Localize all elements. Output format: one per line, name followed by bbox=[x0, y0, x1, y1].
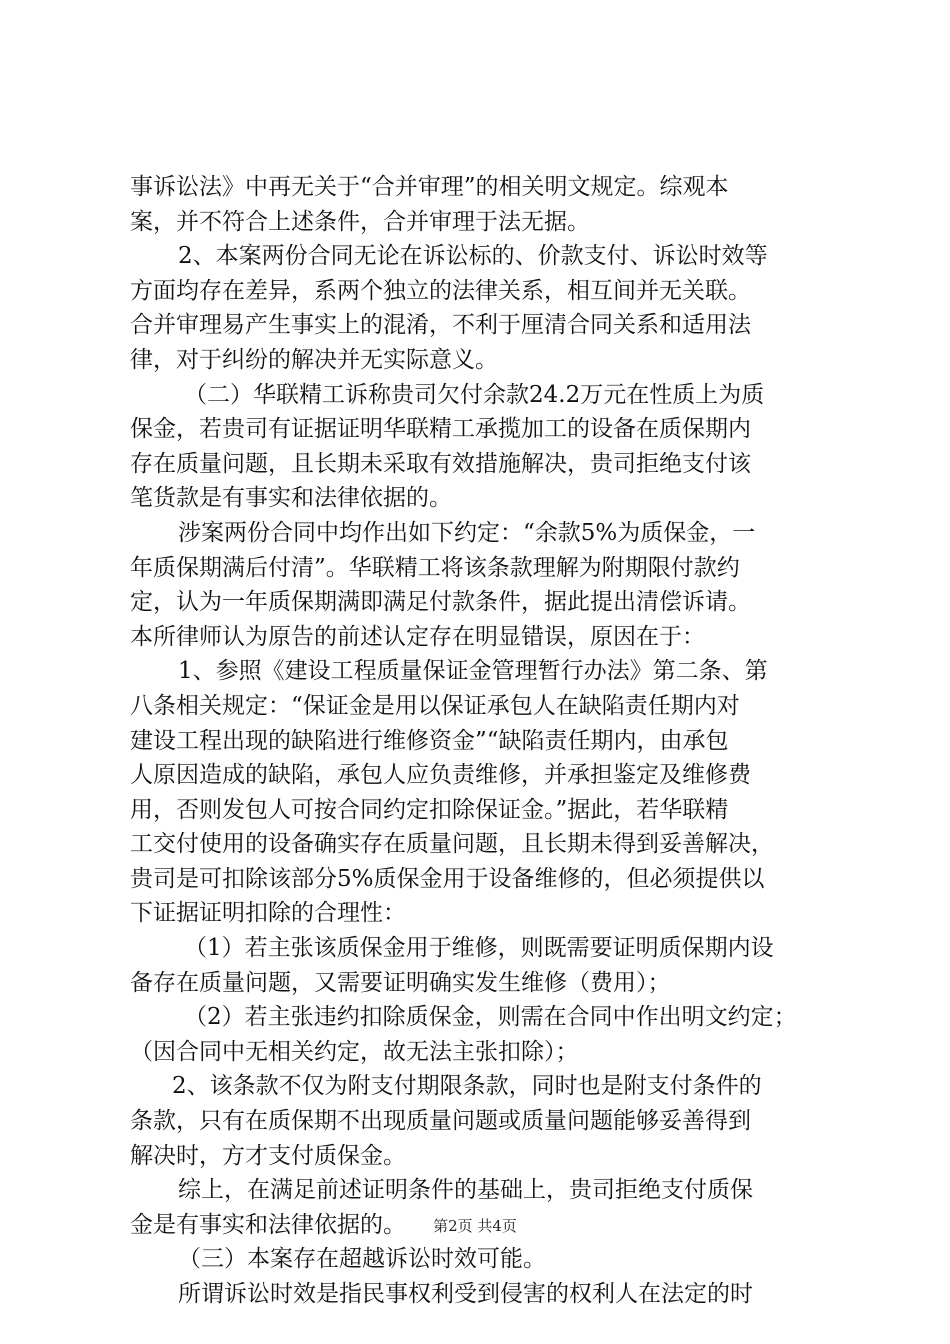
text-line: （二）华联精工诉称贵司欠付余款24.2万元在性质上为质 bbox=[184, 381, 765, 408]
page-number: 第2页 共4页 bbox=[433, 1217, 517, 1235]
text-line: 建设工程出现的缺陷进行维修资金”“缺陷责任期内，由承包 bbox=[130, 727, 729, 754]
text-line: 工交付使用的设备确实存在质量问题，且长期未得到妥善解决， bbox=[130, 831, 774, 858]
text-line: 方面均存在差异，系两个独立的法律关系，相互间并无关联。 bbox=[130, 277, 751, 304]
text-line: 保金，若贵司有证据证明华联精工承揽加工的设备在质保期内 bbox=[130, 416, 751, 443]
text-line: 人原因造成的缺陷，承包人应负责维修，并承担鉴定及维修费 bbox=[130, 762, 751, 789]
text-line: （1）若主张该质保金用于维修，则既需要证明质保期内设 bbox=[184, 935, 774, 962]
text-line: 律，对于纠纷的解决并无实际意义。 bbox=[130, 346, 498, 373]
document-body bbox=[130, 170, 842, 1312]
text-line: 本所律师认为原告的前述认定存在明显错误，原因在于： bbox=[130, 623, 705, 650]
text-line: 金是有事实和法律依据的。 bbox=[130, 1211, 406, 1238]
text-line: 事诉讼法》中再无关于“合并审理”的相关明文规定。综观本 bbox=[130, 174, 729, 200]
text-line: 用，否则发包人可按合同约定扣除保证金。”据此，若华联精 bbox=[130, 796, 729, 823]
text-line: 案，并不符合上述条件，合并审理于法无据。 bbox=[130, 208, 590, 235]
page-footer bbox=[0, 1216, 950, 1236]
text-line: 合并审理易产生事实上的混淆，不利于厘清合同关系和适用法 bbox=[130, 312, 751, 339]
text-line: 综上，在满足前述证明条件的基础上，贵司拒绝支付质保 bbox=[178, 1177, 753, 1204]
text-line: 2、该条款不仅为附支付期限条款，同时也是附支付条件的 bbox=[172, 1073, 762, 1100]
text-line: 条款，只有在质保期不出现质量问题或质量问题能够妥善得到 bbox=[130, 1108, 751, 1135]
text-line: 定，认为一年质保期满即满足付款条件，据此提出清偿诉请。 bbox=[130, 589, 751, 616]
text-line: 存在质量问题，且长期未采取有效措施解决，贵司拒绝支付该 bbox=[130, 450, 751, 477]
text-line: 八条相关规定：“保证金是用以保证承包人在缺陷责任期内对 bbox=[130, 692, 740, 719]
text-line: （2）若主张违约扣除质保金，则需在合同中作出明文约定； bbox=[184, 1004, 797, 1031]
text-line: 贵司是可扣除该部分5%质保金用于设备维修的，但必须提供以 bbox=[130, 865, 765, 892]
text-line: 1、参照《建设工程质量保证金管理暂行办法》第二条、第 bbox=[178, 658, 768, 685]
text-line: 解决时，方才支付质保金。 bbox=[130, 1142, 406, 1169]
text-line: （三）本案存在超越诉讼时效可能。 bbox=[178, 1246, 546, 1273]
text-line: 所谓诉讼时效是指民事权利受到侵害的权利人在法定的时 bbox=[178, 1281, 753, 1307]
text-line: 下证据证明扣除的合理性： bbox=[130, 900, 406, 927]
text-line: 2、本案两份合同无论在诉讼标的、价款支付、诉讼时效等 bbox=[178, 243, 768, 270]
text-line: 备存在质量问题，又需要证明确实发生维修（费用）； bbox=[130, 969, 671, 996]
text-line: 笔货款是有事实和法律依据的。 bbox=[130, 485, 452, 512]
text-line: （因合同中无相关约定，故无法主张扣除）； bbox=[130, 1038, 579, 1065]
text-line: 年质保期满后付清”。华联精工将该条款理解为附期限付款约 bbox=[130, 554, 740, 581]
text-line: 涉案两份合同中均作出如下约定：“余款5%为质保金，一 bbox=[178, 519, 756, 546]
